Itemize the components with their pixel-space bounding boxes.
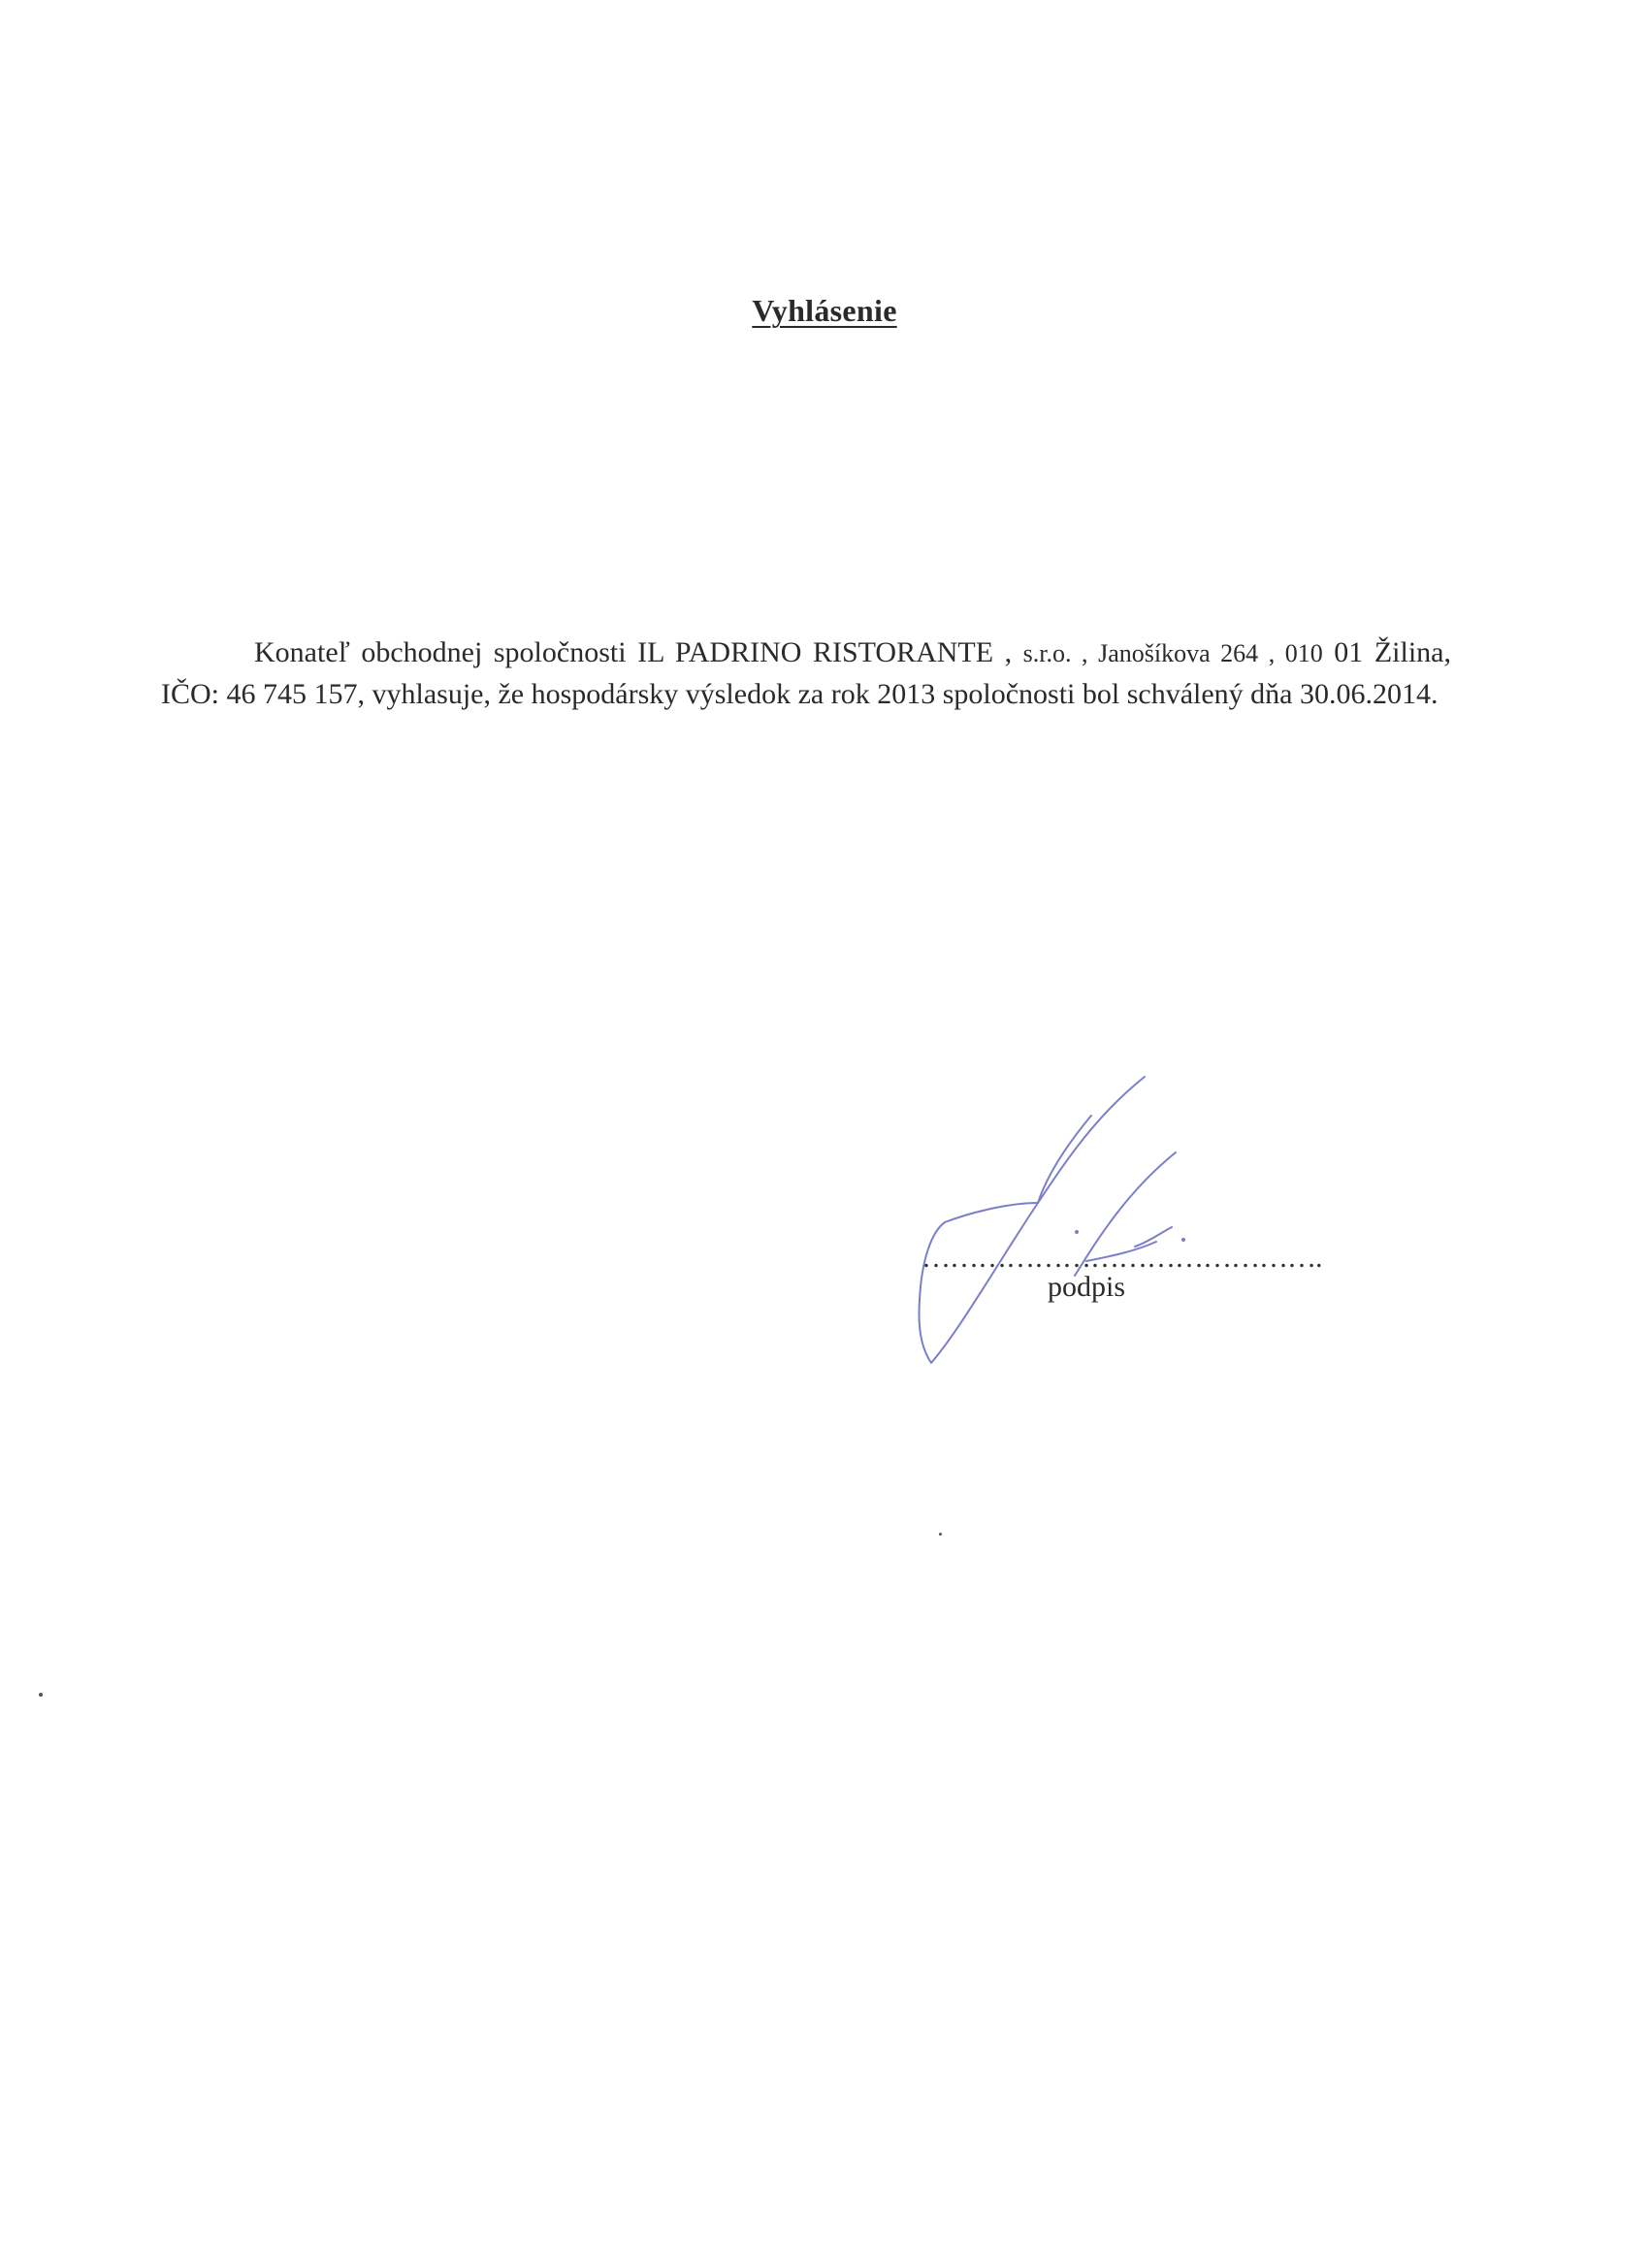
handwritten-signature — [902, 1067, 1212, 1377]
declaration-paragraph — [161, 632, 1451, 715]
paragraph-company-form: s.r.o. , Janošíkova 264 , 010 — [1022, 639, 1323, 667]
document-title: Vyhlásenie — [752, 293, 897, 328]
signature-line: ……………………………………. — [922, 1242, 1322, 1274]
paragraph-lead: Konateľ obchodnej spoločnosti IL PADRINO RISTORANTE , — [254, 636, 1023, 668]
scan-speck — [39, 1693, 43, 1697]
signature-label: podpis — [1048, 1271, 1126, 1303]
paragraph-rest: 01 Žilina, IČO: 46 745 157, vyhlasuje, že hospodársky výsledok za rok 2013 spoločnosti bol schválený dňa 30.06.2014. — [161, 636, 1451, 710]
scan-speck — [939, 1533, 942, 1536]
